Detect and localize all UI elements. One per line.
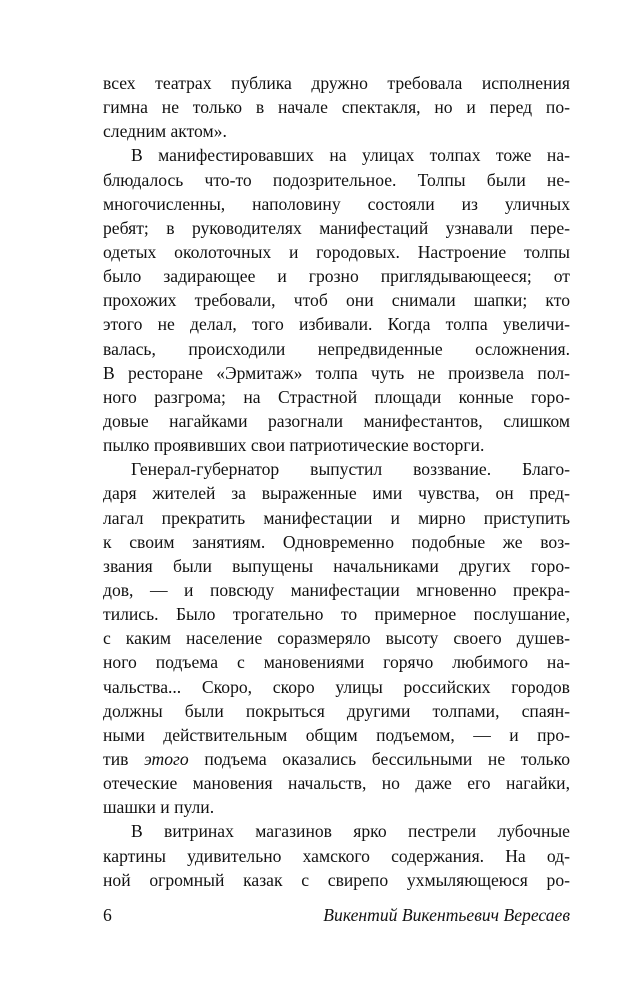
text-line: ными действительным общим подъемом, — и про- [103,724,570,745]
text-line: многочисленны, наполовину состояли из уличных [103,193,570,214]
text-line: шашки и пули. [103,797,215,818]
text-line: прохожих требовали, чтоб они снимали шапки; кто [103,290,570,311]
text-line: одетых околоточных и городовых. Настроение толпы [103,241,570,262]
text-line: В витринах магазинов ярко пестрели лубочные [131,821,570,842]
text-line: дов, — и повсюду манифестации мгновенно прекра- [103,579,570,600]
running-head-author: Викентий Викентьевич Вересаев [323,905,570,925]
page-number: 6 [103,905,112,925]
emphasized-word: этого [144,748,189,769]
text-line: с каким население соразмеряло высоту своего душев- [103,628,570,649]
text-line: ной огромный казак с свирепо ухмыляющеюся ро- [103,869,570,890]
text-line: В ресторане «Эрмитаж» толпа чуть не произвела пол- [103,362,570,383]
text-line: ребят; в руководителях манифестаций узнавали пере- [103,217,570,238]
text-line: довые нагайками разогнали манифестантов, слишком [103,410,570,431]
text-fragment: тив [103,748,145,769]
text-line: блюдалось что-то подозрительное. Толпы были не- [103,169,570,190]
text-line: к своим занятиям. Одновременно подобные же воз- [103,531,570,552]
text-line: Генерал-губернатор выпустил воззвание. Благо- [131,459,570,480]
text-line: пылко проявивших свои патриотические восторги. [103,435,485,456]
page-footer [103,903,570,927]
text-line: звания были выпущены начальниками других горо- [103,555,570,576]
text-line: этого не делал, того избивали. Когда толпа увеличи- [103,314,570,335]
text-line: гимна не только в начале спектакля, но и перед по- [103,97,570,118]
text-line: лагал прекратить манифестации и мирно приступить [103,507,570,528]
text-line: чальства... Скоро, скоро улицы российских городов [103,676,570,697]
text-line: В манифестировавших на улицах толпах тоже на- [131,145,570,166]
book-page-body [103,71,570,892]
text-line: ного подъема с мановениями горячо любимого на- [103,652,570,673]
text-line: было задирающее и грозно приглядывающееся; от [103,266,570,287]
text-line: тились. Было трогательно то примерное послушание, [103,604,570,625]
text-fragment: подъема оказались бессильными не только [188,748,571,769]
text-line: отеческие мановения начальств, но даже его нагайки, [103,773,570,794]
text-line: ного разгрома; на Страстной площади конные горо- [103,386,570,407]
text-line: всех театрах публика дружно требовала исполнения [103,73,570,93]
text-line: следним актом». [103,121,227,142]
text-line: даря жителей за выраженные ими чувства, он пред- [103,483,570,504]
text-line: картины удивительно хамского содержания. На од- [103,845,570,866]
text-line: должны были покрыться другими толпами, спаян- [103,700,570,721]
text-line: валась, происходили непредвиденные осложнения. [103,338,570,359]
text-line-mixed [103,747,570,771]
